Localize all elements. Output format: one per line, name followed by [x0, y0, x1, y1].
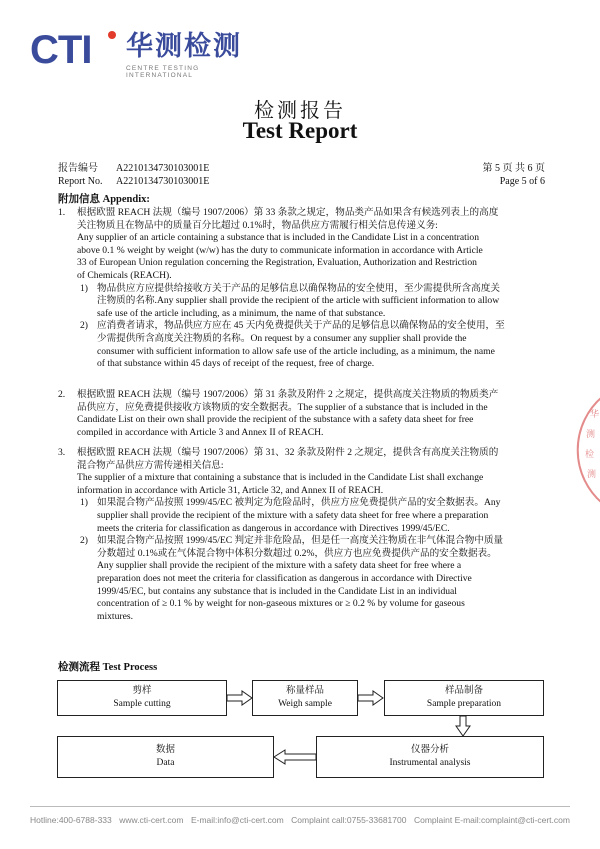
logo-dot	[108, 31, 116, 39]
appendix-subitem-line: 1999/45/EC, but contains any substance that is included in the Candidate List in an individual	[97, 585, 457, 597]
appendix-subitem-number: 2)	[80, 535, 88, 547]
appendix-item-line: 混合物产品供应方需传递相关信息:	[77, 459, 224, 471]
company-seal-stamp	[572, 395, 600, 505]
appendix-item-line: 根据欧盟 REACH 法规（编号 1907/2006）第 31 条款及附件 2 之规定，提供高度关注物质的物质类产	[77, 389, 499, 400]
appendix-item-number: 2.	[58, 389, 66, 400]
footer	[30, 815, 570, 825]
step-label-en: Instrumental analysis	[389, 758, 471, 768]
step-label-en: Sample cutting	[113, 699, 171, 709]
step-label-cn: 剪样	[132, 686, 152, 696]
arrow-right-icon	[226, 690, 254, 706]
step-label-en: Sample preparation	[426, 699, 502, 709]
step-label-en: Weigh sample	[278, 699, 332, 709]
process-step-sample-preparation	[384, 680, 544, 716]
appendix-subitem-number: 1)	[80, 497, 88, 509]
arrow-right-icon	[357, 690, 385, 706]
report-no-label-cn: 报告编号	[58, 163, 98, 174]
report-no-value: A2210134730103001E	[116, 176, 210, 187]
logo-cti-text: CTI	[30, 28, 92, 72]
footer-email[interactable]: E-mail:info@cti-cert.com	[190, 815, 284, 825]
step-label-en: Data	[156, 758, 175, 768]
appendix-subitem-line: supplier shall provide the recipient of the mixture with a safety data sheet for free where a preparation	[97, 510, 489, 521]
appendix-item-line: compiled in accordance with Article 3 and Annex II of REACH.	[77, 426, 324, 438]
report-no-label-en: Report No.	[58, 176, 103, 187]
appendix-subitem-line: mixtures.	[97, 610, 133, 622]
appendix-item-line: The supplier of a mixture that containing a substance that is included in the Candidate List shall exchange	[77, 472, 484, 484]
page-number-block	[483, 162, 546, 188]
appendix-subitem-line: 分数超过 0.1%或在气体混合物中体积分数超过 0.2%，供应方也应免费提供产品的安全数据表。	[97, 547, 497, 559]
report-no-value: A2210134730103001E	[116, 163, 210, 174]
appendix-subitem-line: Any supplier shall provide the recipient of the mixture with a safety data sheet for free where a	[97, 560, 462, 572]
arrow-down-icon	[455, 715, 471, 737]
process-step-sample-cutting	[57, 680, 227, 716]
step-label-cn: 样品制备	[444, 686, 483, 696]
footer-divider	[30, 806, 570, 807]
step-label-cn: 数据	[155, 745, 175, 755]
appendix-item-number: 1.	[58, 207, 66, 218]
appendix-subitem-line: 少需提供所含高度关注物质的名称。On request by a consumer any supplier shall provide the	[97, 333, 467, 344]
report-number-block	[58, 162, 209, 188]
svg-text:测: 测	[586, 430, 596, 440]
appendix-item-number: 3.	[58, 447, 66, 458]
appendix-heading: 附加信息 Appendix:	[58, 194, 150, 205]
appendix-subitem-line: consumer with sufficient information to allow safe use of the article including, as a minimum, the name	[97, 345, 495, 357]
report-title-chinese: 检测报告	[254, 98, 346, 122]
appendix-item-line: Any supplier of an article containing a substance that is included in the Candidate List in a concentration	[77, 232, 480, 244]
process-step-instrumental-analysis	[316, 736, 544, 778]
arrow-left-icon	[273, 749, 317, 765]
appendix-item-line: information in accordance with Article 31, Article 32, and Annex II of REACH.	[77, 484, 384, 496]
appendix-item-line: 根据欧盟 REACH 法规（编号 1907/2006）第 33 条款之规定，物品类产品如果含有候选列表上的高度	[77, 207, 499, 218]
process-heading: 检测流程 Test Process	[58, 662, 158, 673]
appendix-item-line: Candidate List on their own shall provide the recipient of the substance with a safety data sheet for free	[77, 414, 474, 426]
appendix-item-line: 关注物质且在物品中的质量百分比超过 0.1%时，物品供应方需履行相关信息传递义务:	[77, 219, 438, 231]
step-label-cn: 称量样品	[285, 686, 324, 696]
appendix-subitem-line: preparation does not meet the criteria for classification as dangerous in accordance with Directive	[97, 573, 472, 584]
appendix-subitem-line: 如果混合物产品按照 1999/45/EC 判定并非危险品，但是任一高度关注物质在非气体混合物中质量	[97, 535, 504, 547]
appendix-item-line: 33 of European Union regulation concerning the Registration, Evaluation, Authorization and Restriction	[77, 257, 477, 269]
appendix-subitem-number: 2)	[80, 320, 88, 332]
appendix-subitem-line: meets the criteria for classification as dangerous in accordance with Directives 1999/45/EC.	[97, 522, 450, 534]
process-step-data	[57, 736, 274, 778]
svg-text:检: 检	[585, 450, 595, 460]
appendix-subitem-line: 应消费者请求，物品供应方应在 45 天内免费提供关于产品的足够信息以确保物品的安全使用，至	[97, 320, 505, 332]
svg-text:华: 华	[590, 410, 600, 420]
footer-complaint-email[interactable]: Complaint E-mail:complaint@cti-cert.com	[413, 815, 570, 825]
appendix-subitem-number: 1)	[80, 282, 88, 294]
company-logo	[30, 28, 260, 79]
step-label-cn: 仪器分析	[410, 745, 449, 755]
appendix-item-line: 品供应方，应免费提供接收方该物质的安全数据表。The supplier of a substance that is included in the	[77, 401, 488, 413]
appendix-subitem-line: of that substance within 45 days of receipt of the request, free of charge.	[97, 358, 375, 370]
logo-english-name: CENTRE TESTING INTERNATIONAL	[126, 65, 200, 79]
appendix-item-line: 根据欧盟 REACH 法规（编号 1907/2006）第 31、32 条款及附件 2 之规定，提供含有高度关注物质的	[77, 447, 499, 458]
process-step-weigh-sample	[252, 680, 358, 716]
appendix-subitem-line: safe use of the article including, as a minimum, the name of that substance.	[97, 307, 386, 319]
appendix-item-line: above 0.1 % weight by weight (w/w) has the duty to communicate information in accordance with Article	[77, 244, 483, 256]
appendix-subitem-line: 物品供应方应提供给接收方关于产品的足够信息以确保物品的安全使用，至少需提供所含高度关	[97, 282, 500, 294]
page-number-en: Page 5 of 6	[499, 176, 545, 187]
svg-text:测: 测	[587, 470, 597, 480]
footer-hotline: Hotline:400-6788-333	[30, 815, 112, 825]
appendix-subitem-line: 如果混合物产品按照 1999/45/EC 被判定为危险品时，供应方应免费提供产品的安全数据表。Any	[97, 497, 501, 509]
appendix-subitem-line: 注物质的名称.Any supplier shall provide the recipient of the article with sufficient information to allow	[97, 295, 500, 307]
appendix-item-line: of Chemicals (REACH).	[77, 270, 172, 281]
logo-chinese-name: 华测检测	[126, 31, 242, 62]
report-title-english: Test Report	[242, 118, 358, 143]
appendix-subitem-line: concentration of ≥ 0.1 % by weight for non-gaseous mixtures or ≥ 0.2 % by volume for gaseous	[97, 598, 465, 610]
footer-complaint-call: Complaint call:0755-33681700	[291, 815, 407, 825]
footer-website[interactable]: www.cti-cert.com	[119, 815, 184, 825]
page-number-cn: 第 5 页 共 6 页	[482, 163, 545, 174]
